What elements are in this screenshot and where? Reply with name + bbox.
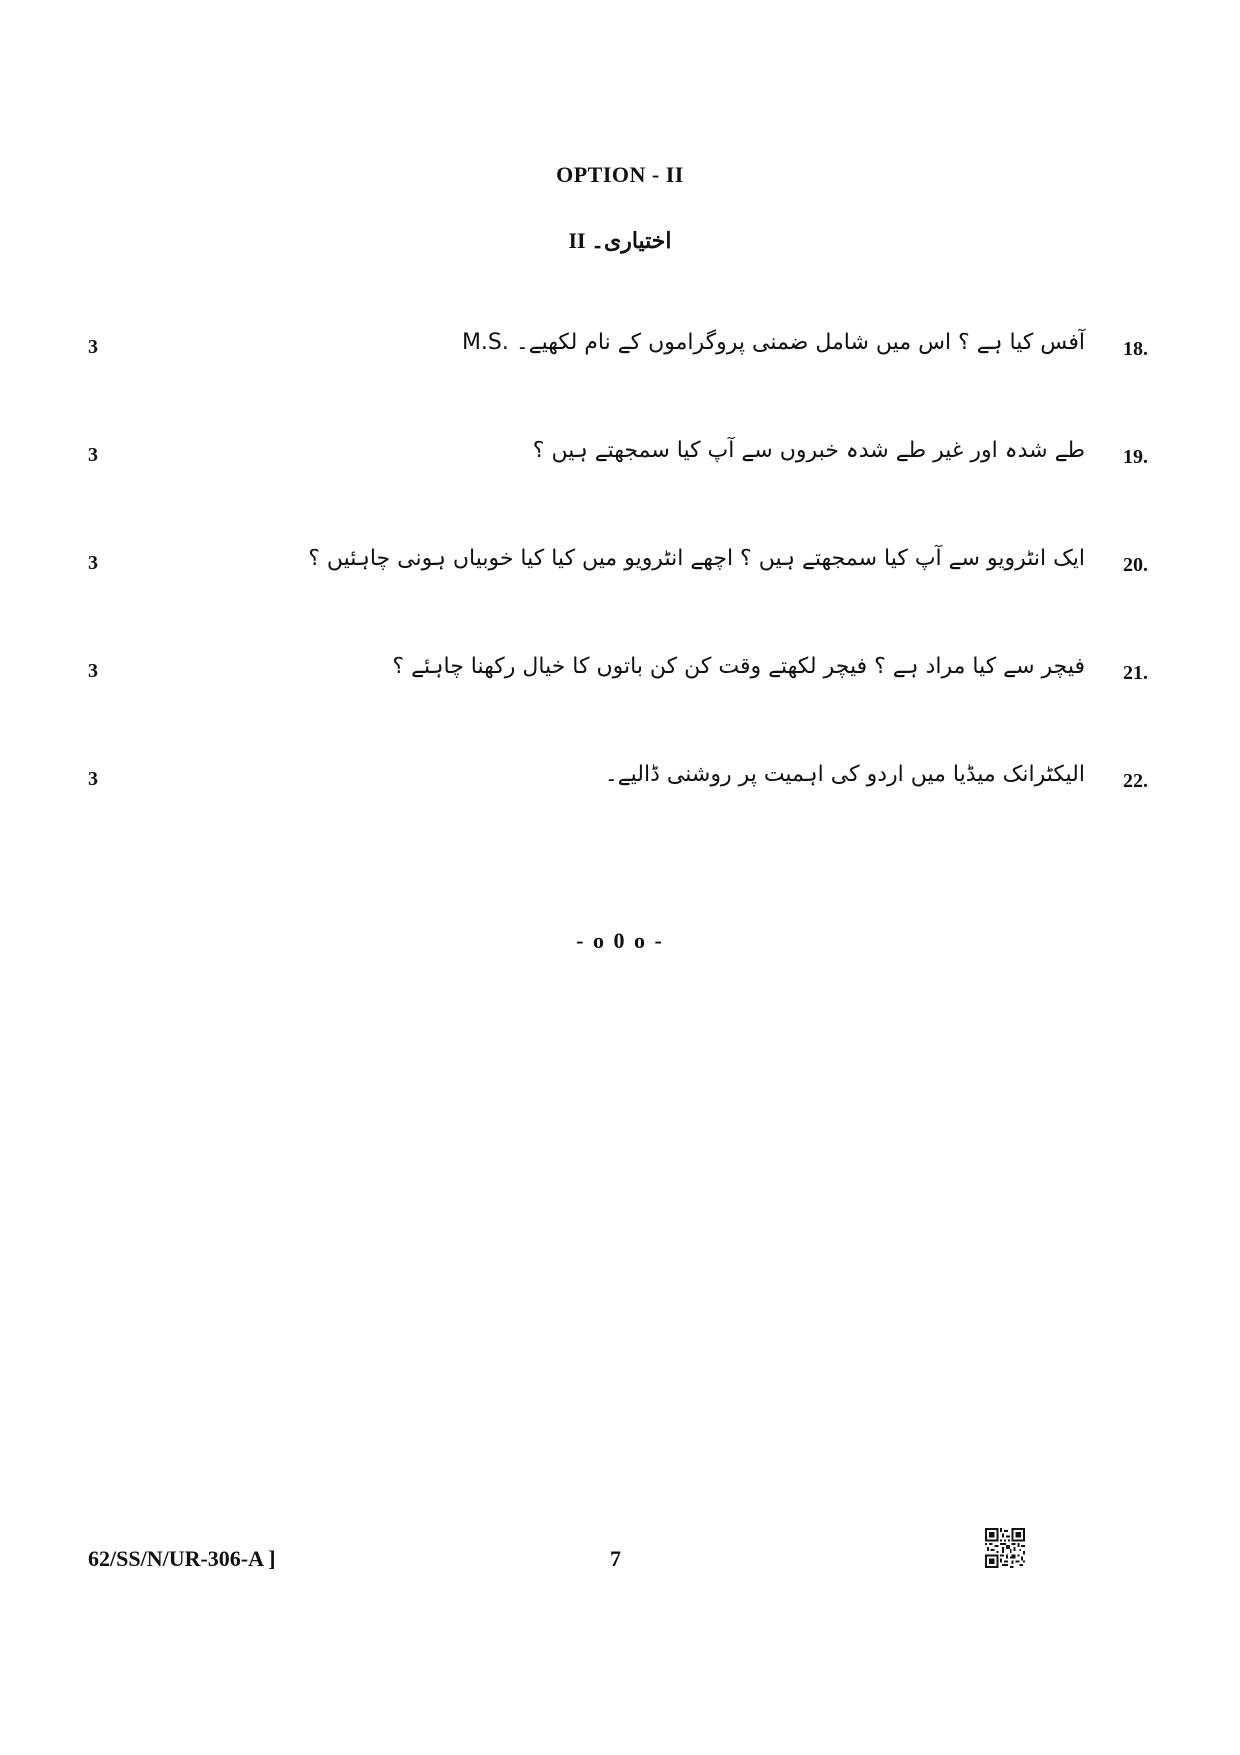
question-20: [0, 546, 1240, 590]
question-18: [0, 330, 1240, 374]
question-number: 20.: [1123, 554, 1148, 576]
question-19: [0, 438, 1240, 482]
question-marks: 3: [88, 552, 98, 574]
question-text: M.S. آفس کیا ہے ؟ اس میں شامل ضمنی پروگراموں کے نام لکھیے۔: [461, 330, 1085, 355]
question-number: 21.: [1123, 662, 1148, 684]
question-text: طے شدہ اور غیر طے شدہ خبروں سے آپ کیا سمجھتے ہیں ؟: [532, 438, 1085, 463]
question-22: [0, 762, 1240, 806]
qr-code-icon: [985, 1528, 1025, 1568]
question-text: ایک انٹرویو سے آپ کیا سمجھتے ہیں ؟ اچھے انٹرویو میں کیا کیا خوبیاں ہونی چاہئیں ؟: [308, 546, 1085, 571]
paper-code: 62/SS/N/UR-306-A ]: [88, 1546, 276, 1571]
option-heading-urdu: اختیاری۔ II: [568, 228, 672, 253]
question-number: 19.: [1123, 446, 1148, 468]
page-number: 7: [610, 1546, 621, 1571]
question-marks: 3: [88, 768, 98, 790]
question-number: 22.: [1123, 770, 1148, 792]
question-marks: 3: [88, 660, 98, 682]
end-of-paper-marker: - o 0 o -: [576, 928, 664, 953]
question-marks: 3: [88, 444, 98, 466]
question-text: الیکٹرانک میڈیا میں اردو کی اہمیت پر روشنی ڈالیے۔: [604, 762, 1085, 787]
option-heading-english: OPTION - II: [556, 162, 684, 187]
question-21: [0, 654, 1240, 698]
question-number: 18.: [1123, 338, 1148, 360]
question-marks: 3: [88, 336, 98, 358]
question-text: فیچر سے کیا مراد ہے ؟ فیچر لکھتے وقت کن کن باتوں کا خیال رکھنا چاہئے ؟: [392, 654, 1085, 679]
